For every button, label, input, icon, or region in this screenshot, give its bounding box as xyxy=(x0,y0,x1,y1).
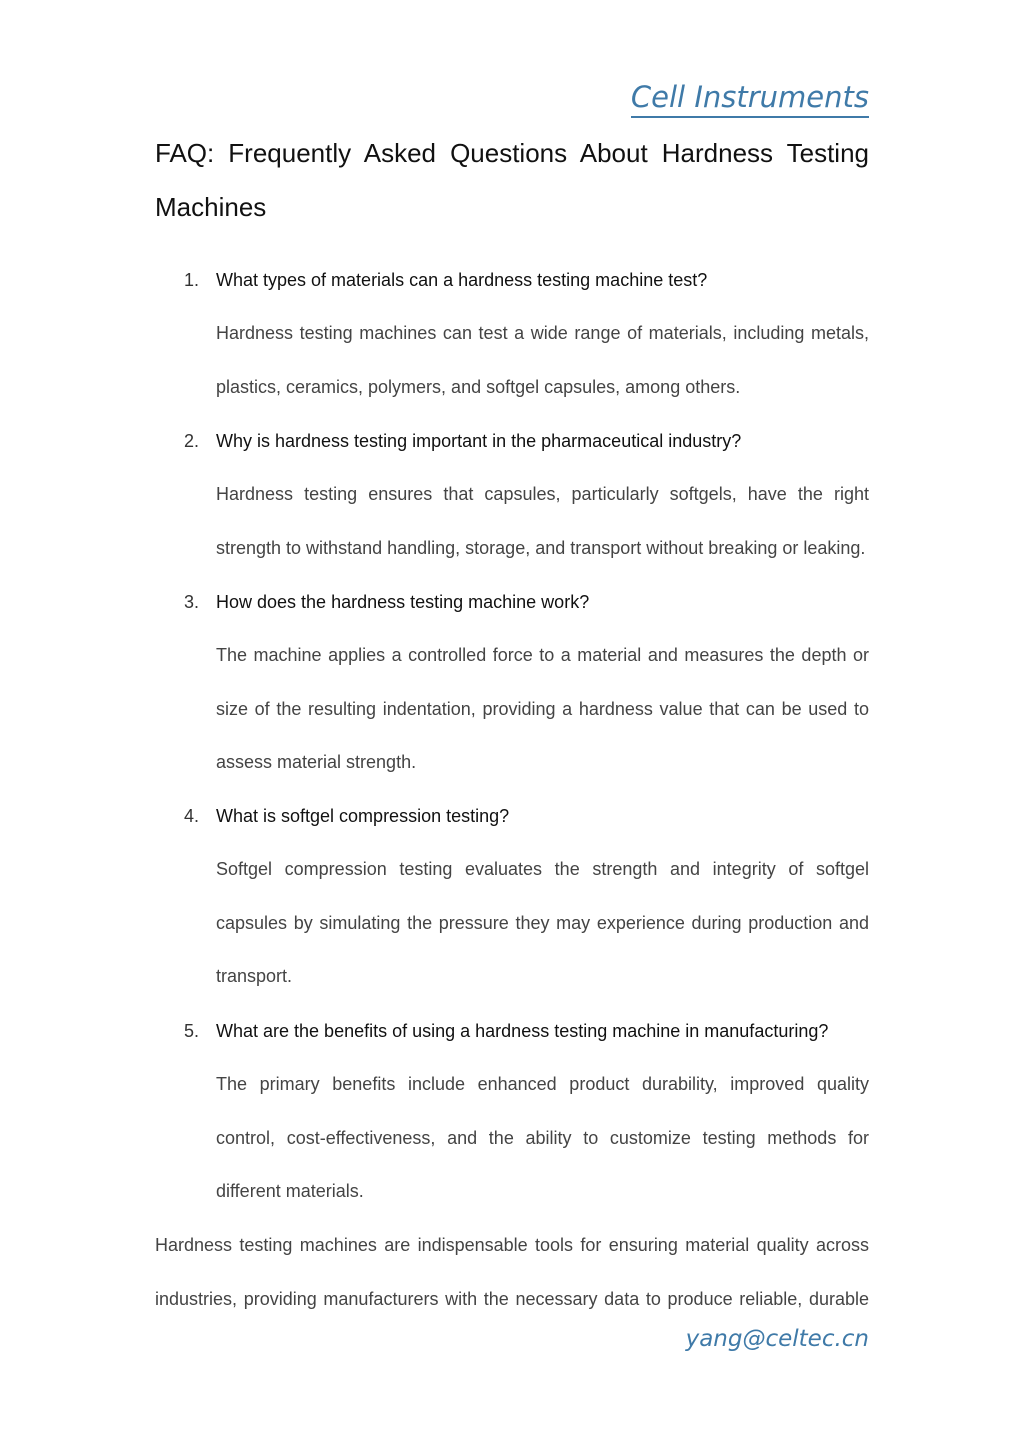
faq-number: 4. xyxy=(184,806,200,826)
faq-question: Why is hardness testing important in the pharmaceutical industry? xyxy=(216,431,742,451)
footer-email[interactable]: yang@celtec.cn xyxy=(685,1326,869,1352)
faq-answer-4: Softgel compression testing evaluates the strength and integrity of softgel capsules by simulating the pressure they may experience during production and transport. xyxy=(216,859,869,986)
faq-number: 3. xyxy=(184,592,200,612)
conclusion-paragraph: Hardness testing machines are indispensable tools for ensuring material quality across industries, providing manufacturers with the necessary data to produce reliable, durable xyxy=(155,1235,869,1309)
brand-logo-text: Cell Instruments xyxy=(631,78,869,118)
faq-question: What are the benefits of using a hardness testing machine in manufacturing? xyxy=(216,1021,829,1041)
faq-number: 1. xyxy=(184,270,200,290)
page-title: FAQ: Frequently Asked Questions About Hardness Testing Machines xyxy=(155,138,869,222)
faq-answer-5: The primary benefits include enhanced product durability, improved quality control, cost-effectiveness, and the ability to customize testing methods for different materials. xyxy=(216,1074,869,1201)
faq-answer-1: Hardness testing machines can test a wide range of materials, including metals, plastics, ceramics, polymers, and softgel capsules, among others. xyxy=(216,323,869,397)
faq-question: How does the hardness testing machine work? xyxy=(216,592,590,612)
faq-number: 2. xyxy=(184,431,200,451)
faq-question: What is softgel compression testing? xyxy=(216,806,510,826)
faq-answer-2: Hardness testing ensures that capsules, particularly softgels, have the right strength to withstand handling, storage, and transport without breaking or leaking. xyxy=(216,484,869,558)
faq-answer-3: The machine applies a controlled force to a material and measures the depth or size of the resulting indentation, providing a hardness value that can be used to assess material strength. xyxy=(216,645,869,772)
faq-question: What types of materials can a hardness testing machine test? xyxy=(216,270,708,290)
faq-number: 5. xyxy=(184,1021,200,1041)
